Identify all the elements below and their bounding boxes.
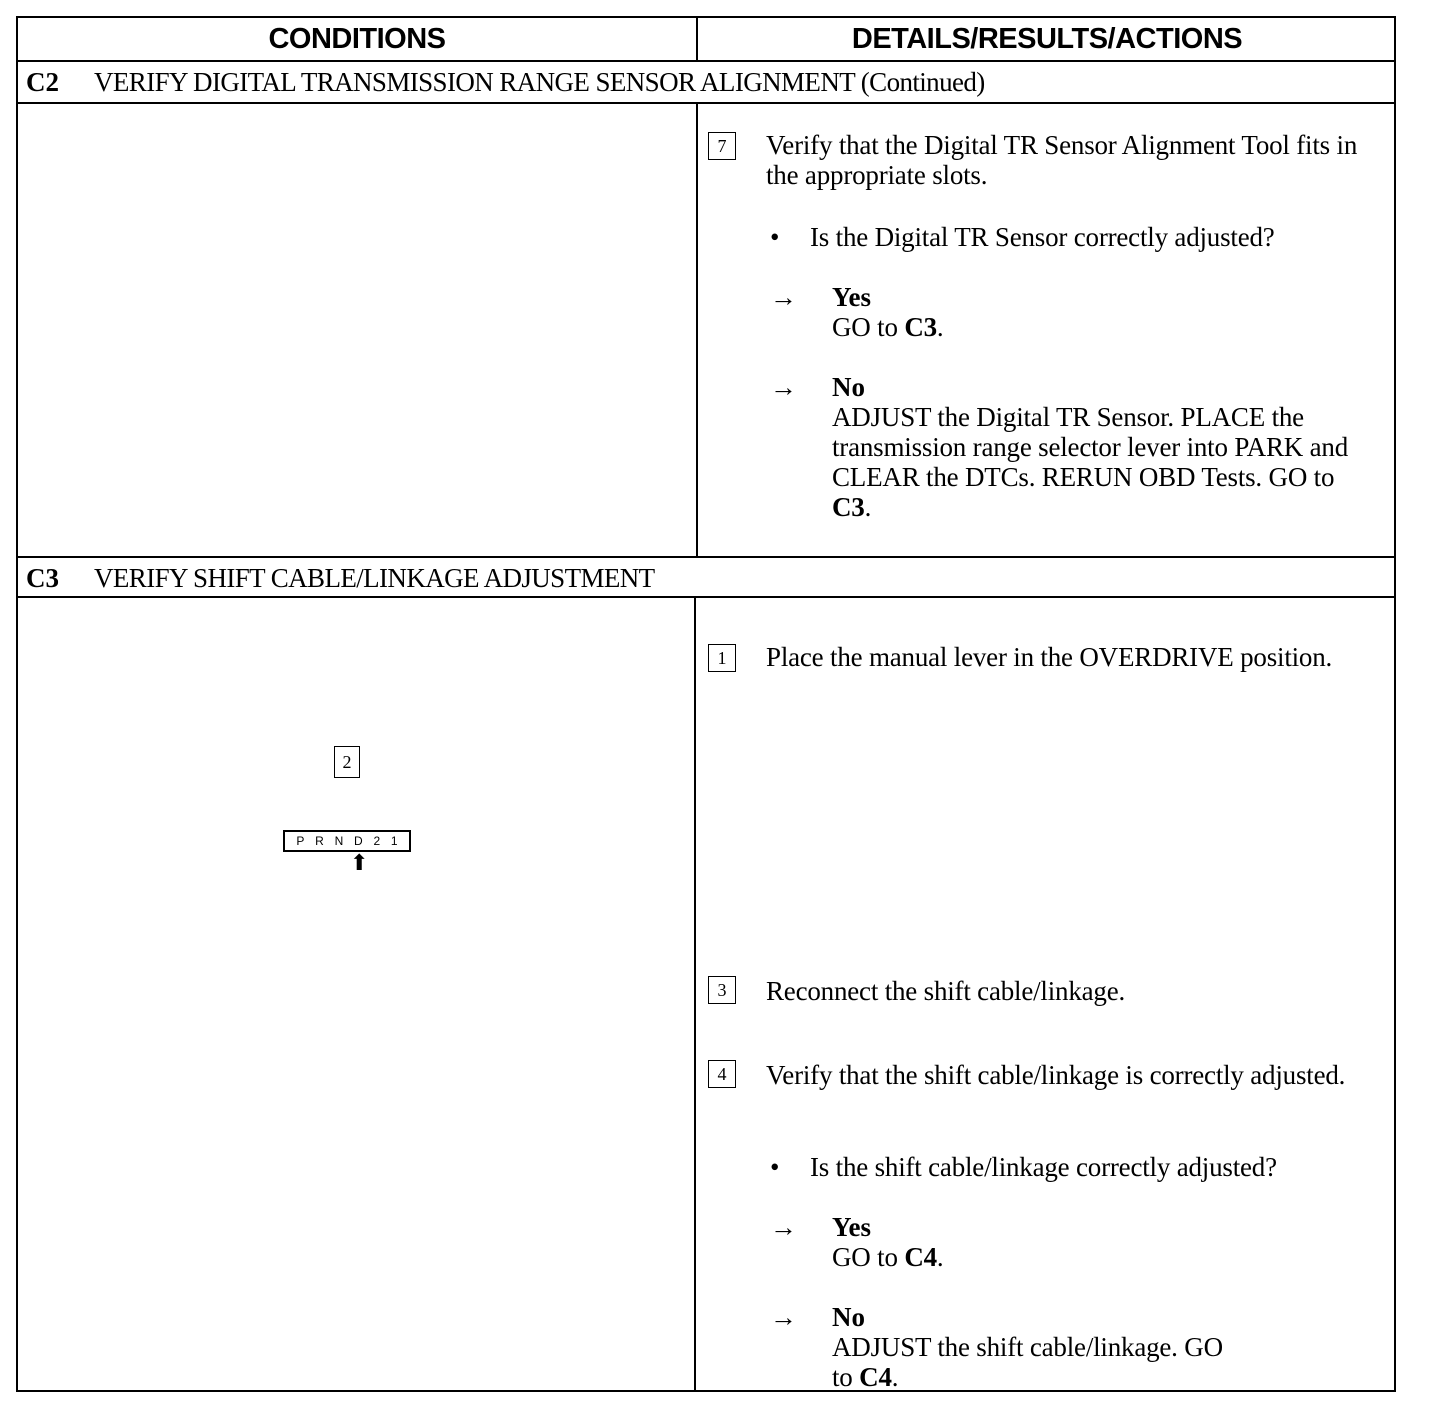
section-title: VERIFY SHIFT CABLE/LINKAGE ADJUSTMENT (94, 562, 655, 593)
answer-label: Yes (832, 1212, 871, 1242)
arrow-up-icon: ⬆ (350, 850, 369, 875)
answer-suffix: . (864, 492, 872, 522)
arrow-right-icon: → (770, 282, 797, 312)
answer-body (832, 1332, 1232, 1392)
step-number-box: 7 (708, 132, 736, 160)
step-number-box: 4 (708, 1060, 736, 1088)
answer-text: GO to (832, 312, 905, 342)
answer-body (832, 312, 1352, 342)
answer-suffix: . (936, 1242, 944, 1272)
answer-ref: C4 (904, 1242, 937, 1272)
step-number-box: 3 (708, 976, 736, 1004)
section-title: VERIFY DIGITAL TRANSMISSION RANGE SENSOR ALIGNMENT (Continued) (94, 66, 985, 97)
step-text: Place the manual lever in the OVERDRIVE position. (766, 642, 1333, 672)
answer-ref: C4 (859, 1362, 892, 1392)
step-text: Reconnect the shift cable/linkage. (766, 976, 1126, 1006)
answer-text: ADJUST the shift cable/linkage. GO to (832, 1332, 1223, 1392)
section-id: C3 (26, 562, 59, 593)
answer-text: GO to (832, 1242, 905, 1272)
answer-body (832, 402, 1352, 522)
gear-r: R (315, 834, 324, 848)
arrow-right-icon: → (770, 372, 797, 402)
step-number-box: 1 (708, 644, 736, 672)
question-text: Is the Digital TR Sensor correctly adjusted? (810, 222, 1275, 252)
gear-n: N (334, 834, 344, 848)
diagnostic-table (16, 16, 1396, 1392)
column-divider (694, 596, 696, 1392)
gear-2: 2 (373, 834, 381, 848)
arrow-right-icon: → (770, 1212, 797, 1242)
step-number-box: 2 (334, 746, 360, 778)
gear-1: 1 (390, 834, 398, 848)
conditions-header: CONDITIONS (268, 22, 446, 55)
answer-label: No (832, 372, 865, 402)
question-text: Is the shift cable/linkage correctly adjusted? (810, 1152, 1277, 1182)
step-text: Verify that the shift cable/linkage is correctly adjusted. (766, 1060, 1346, 1090)
answer-text: ADJUST the Digital TR Sensor. PLACE the transmission range selector lever into PARK and CLEAR the DTCs. RERUN OBD Tests. GO to (832, 402, 1349, 492)
arrow-right-icon: → (770, 1302, 797, 1332)
answer-ref: C3 (832, 492, 865, 522)
gear-p: P (296, 834, 305, 848)
column-divider (696, 102, 698, 556)
section-header-c3 (18, 558, 1394, 598)
column-divider (696, 18, 698, 62)
answer-suffix: . (891, 1362, 899, 1392)
step-text: Verify that the Digital TR Sensor Alignment Tool fits in the appropriate slots. (766, 130, 1358, 190)
answer-label: Yes (832, 282, 871, 312)
divider (18, 596, 1394, 598)
details-header: DETAILS/RESULTS/ACTIONS (851, 22, 1243, 55)
section-header-c2 (18, 62, 1394, 102)
gear-indicator (283, 830, 411, 852)
gear-d: D (354, 834, 363, 848)
answer-ref: C3 (904, 312, 937, 342)
bullet-icon: • (770, 222, 780, 252)
section-id: C2 (26, 66, 59, 97)
divider (18, 102, 1394, 104)
answer-suffix: . (936, 312, 944, 342)
bullet-icon: • (770, 1152, 780, 1182)
answer-label: No (832, 1302, 865, 1332)
answer-body (832, 1242, 1352, 1272)
